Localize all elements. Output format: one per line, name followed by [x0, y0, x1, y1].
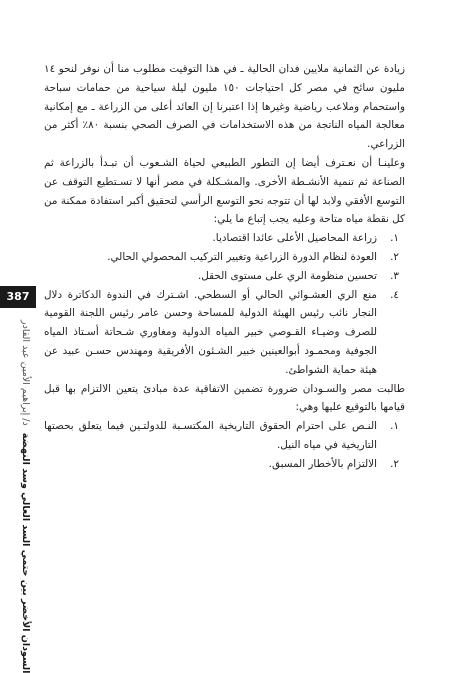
list-item-text: تحسين منظومة الري على مستوى الحقل.	[197, 269, 377, 282]
list-item-text: العودة لنظام الدورة الزراعية وتغيير التركيب المحصولي الحالي.	[107, 250, 377, 263]
paragraph: وعلينـا أن نعـترف أيضا إن التطور الطبيعي لحياة الشـعوب أن تبـدأ بالزراعة ثم الصناعة ثم تنمية الأنشـطة الأخرى. والمشـكلة في مصر أنها لا تسـتطيع التوقف عن التوسع الأفقي ولابد لها أن تتوجه نحو التوسع الرأسي لتحقيق أكبر استفادة ممكنة من كل نقطة مياه متاحة وعليه يجب إتباع ما يلي:	[44, 156, 405, 226]
paragraph: زيادة عن الثمانية ملايين فدان الحالية ـ في هذا التوقيت مطلوب منا أن نوفر لنحو ١٤ مليون سائح في مصر كل احتياجات ١٥٠ مليون ليلة سياحية من حمامات سباحة واستحمام وملاعب رياضية وغيرها إذا اعتبرنا إن العائد أعلى من الزراعة ـ مع إمكانية معالجة المياه الناتجة من هذه الاستخدامات في الصرف الصحي بنسبة ٨٠٪ أكثر من الزراعي.	[44, 63, 405, 151]
running-title	[18, 320, 32, 673]
author-name: د/ إبراهيم الأمين عبد القادر	[20, 320, 31, 426]
list-item-text: الالتزام بالأخطار المسبق.	[268, 457, 377, 470]
list-number: ١.	[390, 420, 399, 433]
list-item	[44, 248, 405, 267]
list-item	[44, 286, 405, 380]
list-item	[44, 417, 405, 455]
body-text	[44, 60, 405, 474]
list-number: ٤.	[390, 288, 399, 301]
recommendations-list	[44, 229, 405, 379]
list-item	[44, 455, 405, 474]
principles-list	[44, 417, 405, 473]
book-title: السودان الأخضر بين حتمي السد العالي وسد النهضة	[20, 432, 31, 673]
list-number: ٢.	[390, 457, 399, 470]
list-number: ٢.	[390, 250, 399, 263]
list-number: ٣.	[390, 269, 399, 282]
list-item-text: منع الري العشـوائي الحالي أو السطحي. اشـترك في الندوة الدكاترة دلال النجار نائب رئيس الهيئة الدولية للمساحة وحسن عامر رئيس اللجنة القومية للصرف وضيـاء القـوصي خبير المياه الدولية ومغاوري شـحاتة أسـتاذ المياه الجوفية ومحمـود أبوالعينين خبير الشـئون الأفريقية ومهندس حسـن عبيد عن هيئة حماية الشواطئ.	[44, 288, 377, 376]
list-item-text: زراعة المحاصيل الأعلى عائدا اقتصاديا.	[212, 232, 377, 245]
list-item	[44, 229, 405, 248]
page-number: 387	[0, 286, 36, 308]
paragraph: طالبت مصر والسـودان ضرورة تضمين الاتفاقية عدة مبادئ يتعين الالتزام بها قبل قيامها بالتوقيع عليها وهي:	[44, 382, 405, 414]
list-item-text: النـص على احترام الحقوق التاريخية المكتسـبة للدولتـين فيما يتعلق بحصتها التاريخية في مياه النيل.	[44, 420, 377, 451]
list-number: ١.	[390, 232, 399, 245]
list-item	[44, 267, 405, 286]
